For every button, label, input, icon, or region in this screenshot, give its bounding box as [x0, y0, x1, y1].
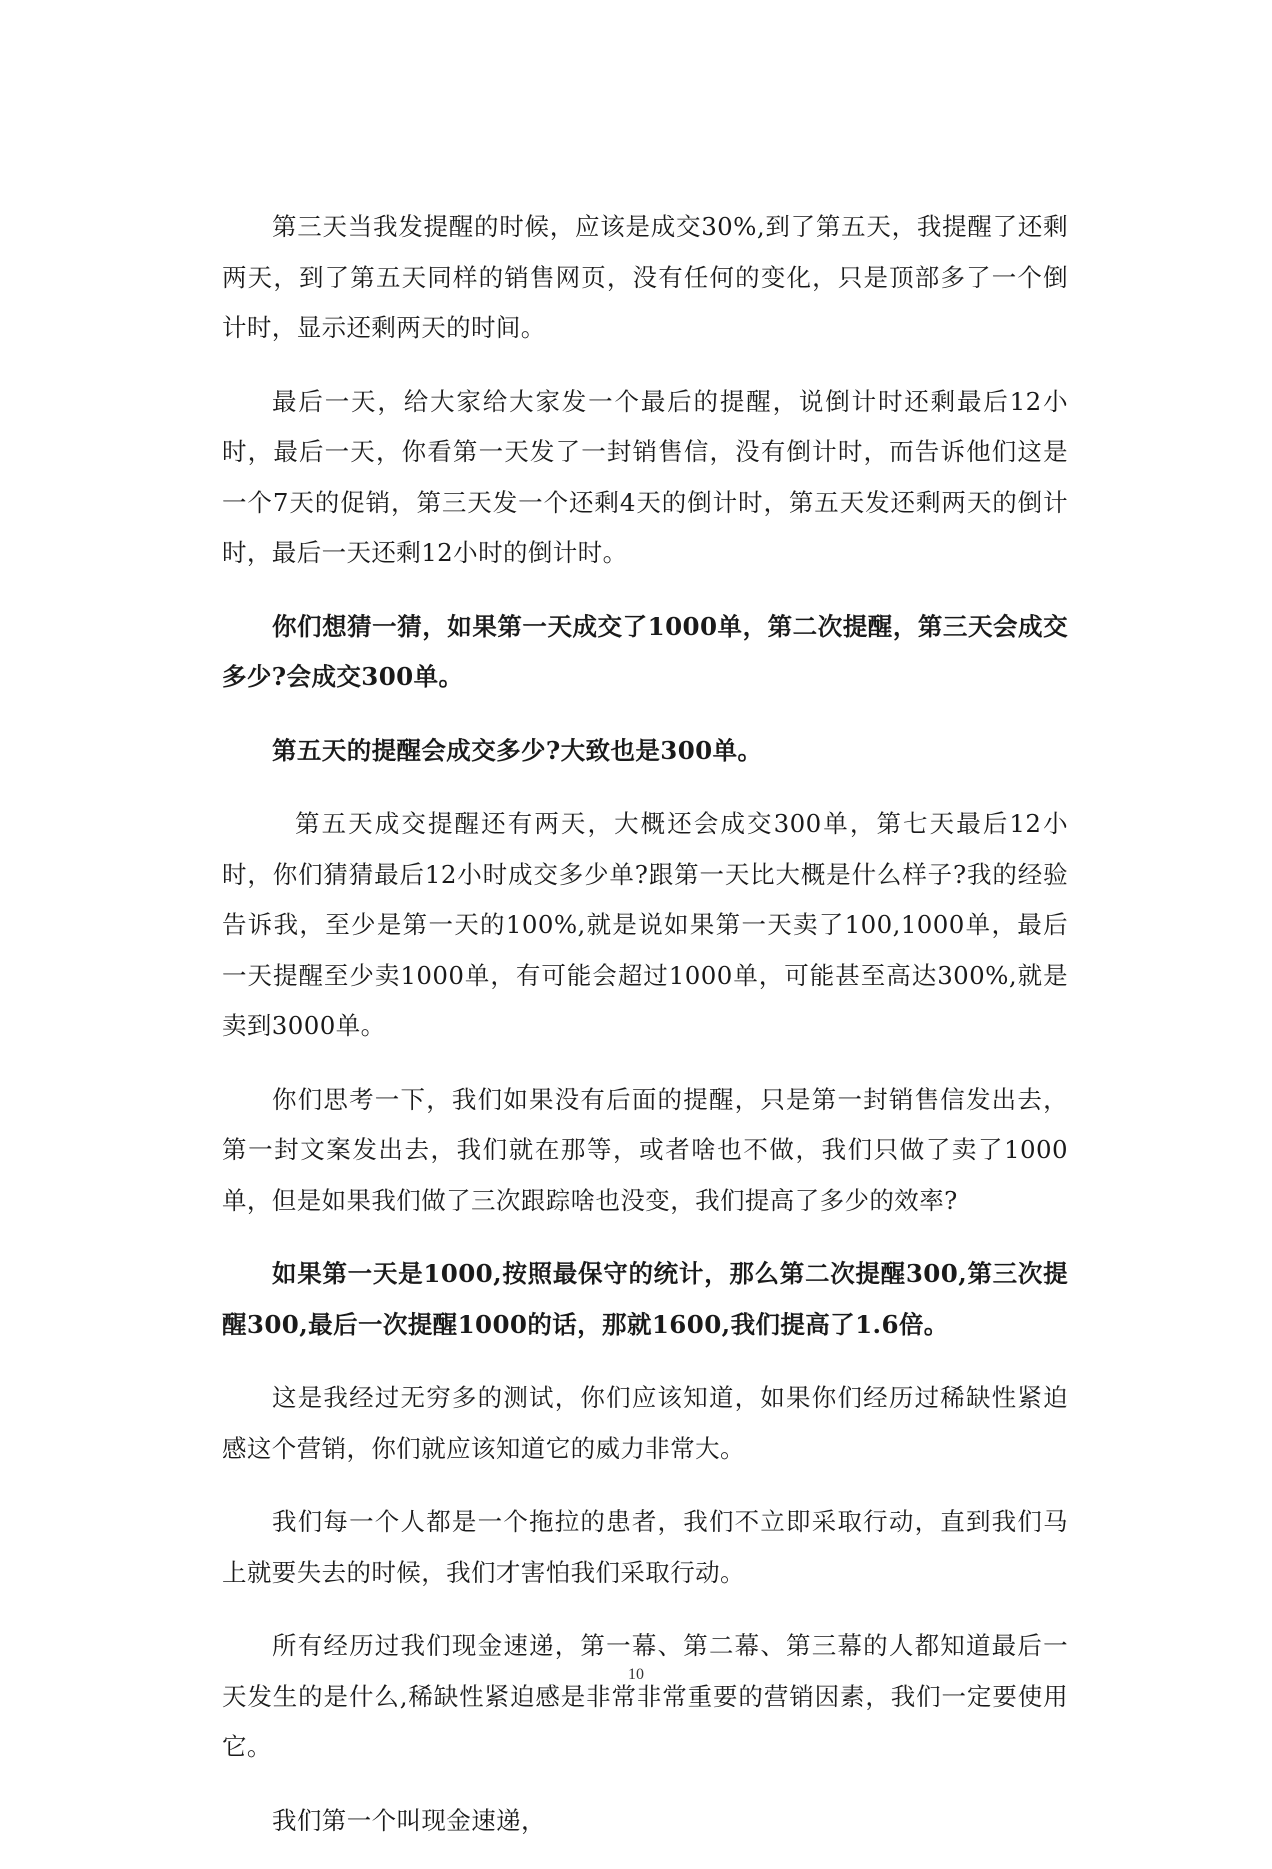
bold-paragraph: 第五天的提醒会成交多少?大致也是300单。	[272, 735, 763, 765]
paragraph: 最后一天，给大家给大家发一个最后的提醒，说倒计时还剩最后12小时，最后一天，你看第一天发了一封销售信，没有倒计时，而告诉他们这是一个7天的促销，第三天发一个还剩4天的倒计时，第五天发还剩两天的倒计时，最后一天还剩12小时的倒计时。	[222, 386, 1068, 567]
paragraph: 第三天当我发提醒的时候，应该是成交30%,到了第五天，我提醒了还剩两天，到了第五天同样的销售网页，没有任何的变化，只是顶部多了一个倒计时，显示还剩两天的时间。	[222, 212, 1068, 342]
paragraph: 这是我经过无穷多的测试，你们应该知道，如果你们经历过稀缺性紧迫感这个营销，你们就应该知道它的威力非常大。	[222, 1383, 1068, 1463]
paragraph: 我们第一个叫现金速递，	[272, 1805, 546, 1835]
bold-paragraph: 你们想猜一猜，如果第一天成交了1000单，第二次提醒，第三天会成交多少?会成交300单。	[222, 611, 1068, 691]
bold-paragraph: 如果第一天是1000,按照最保守的统计，那么第二次提醒300,第三次提醒300,最后一次提醒1000的话，那就1600,我们提高了1.6倍。	[222, 1259, 1068, 1339]
paragraph: 第五天成交提醒还有两天，大概还会成交300单，第七天最后12小时，你们猜猜最后12小时成交多少单?跟第一天比大概是什么样子?我的经验告诉我，至少是第一天的100%,就是说如果第一天卖了100,1000单，最后一天提醒至少卖1000单，有可能会超过1000单，可能甚至高达300%,就是卖到3000单。	[222, 809, 1068, 1040]
paragraph: 我们每一个人都是一个拖拉的患者，我们不立即采取行动，直到我们马上就要失去的时候，我们才害怕我们采取行动。	[222, 1507, 1068, 1587]
paragraph: 你们思考一下，我们如果没有后面的提醒，只是第一封销售信发出去，第一封文案发出去，我们就在那等，或者啥也不做，我们只做了卖了1000单，但是如果我们做了三次跟踪啥也没变，我们提高了多少的效率?	[222, 1084, 1068, 1215]
paragraph: 所有经历过我们现金速递，第一幕、第二幕、第三幕的人都知道最后一天发生的是什么,稀缺性紧迫感是非常非常重要的营销因素，我们一定要使用它。	[222, 1631, 1068, 1761]
page-number: 10	[628, 1666, 644, 1683]
body-text	[222, 202, 1068, 1869]
